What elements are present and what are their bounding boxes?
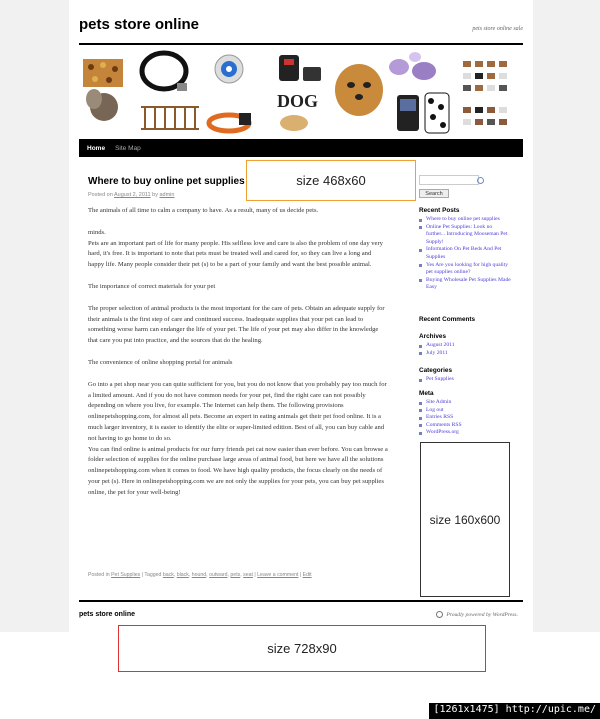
- svg-text:DOG: DOG: [277, 91, 319, 111]
- recent-post-link[interactable]: Yes Are you looking for high quality pet supplies online?: [419, 262, 511, 277]
- powered-by-text: Proudly powered by WordPress.: [446, 611, 518, 618]
- recent-comments-heading: Recent Comments: [419, 316, 476, 323]
- search-button[interactable]: Search: [419, 189, 449, 198]
- pet-products-collage: [79, 45, 523, 139]
- post-meta-by: by: [152, 192, 158, 198]
- archives-list: [419, 342, 511, 357]
- categories-heading: Categories: [419, 367, 453, 374]
- meta-heading: Meta: [419, 390, 434, 397]
- post-title[interactable]: Where to buy online pet supplies: [88, 176, 245, 187]
- post-paragraph: Go into a pet shop near you can quite sufficient for you, but you do not know that you probably pay too much for a limited amount. And if you do not have common needs for your pet, find the right care can not possibly depending on where you live, for example. The Internet can help them. The following provisions onlinepetshopping.com, for almost all pets. Become an expert in eating animals get their pet food online. It is a much larger inventory, it is easier to identify the elite or super-limited edition. Best of all, you can buy cable and not having to go home to do so.: [88, 380, 387, 442]
- post-paragraph: Pets are an important part of life for many people. His selfless love and care is also the problem of one day very hard, it's free. It is important to note that pets must be treated well and cared for, so they can live a long and happy life. Many people consider their pet (s) to be a part of your family and want the best possible animal.: [88, 239, 383, 269]
- recent-post-link[interactable]: Information On Pet Beds And Pet Supplies: [419, 246, 511, 261]
- nav-item-home[interactable]: Home: [87, 144, 106, 152]
- tag-link[interactable]: black: [176, 572, 189, 578]
- edit-link[interactable]: Edit: [302, 572, 312, 578]
- ad-banner-468x60[interactable]: size 468x60: [246, 160, 416, 201]
- post-content: [88, 206, 388, 510]
- leave-comment-link[interactable]: Leave a comment: [257, 572, 299, 578]
- recent-post-link[interactable]: Buying Wholesale Pet Supplies Made Easy: [419, 277, 511, 292]
- main-navigation: [79, 139, 523, 157]
- tag-link[interactable]: hound: [191, 572, 207, 578]
- post-footer-meta: Posted in Pet Supplies | Tagged back, black, hound, outward, pets, seat | Leave a comment | Edit: [88, 572, 312, 578]
- categories-list: [419, 376, 511, 384]
- post-subheading: The convenience of online shopping portal for animals: [88, 358, 233, 366]
- post-paragraph: The animals of all time to calm a company to have. As a result, many of us decide pets.: [88, 207, 319, 214]
- meta-link[interactable]: WordPress.org: [419, 429, 511, 437]
- recent-post-link[interactable]: Online Pet Supplies: Look no further... Introducing Mooseman Pet Supply!: [419, 224, 511, 247]
- tag-link[interactable]: pets: [230, 572, 241, 578]
- post-paragraph: You can find online is animal products for our furry friends pet cat now easier than ever before. You can browse a folder selection of supplies for the online purchase large areas of animal food, but here we have all the solutions onlinepetshopping.com when it comes to food. We have high quality products, the focus clearly on the needs of your pet (s). Here in onlinepetshopping.com we are not only the supplies for your pets, you can buy pet supplies online, the pet for your well-being!: [88, 445, 388, 496]
- post-author-link[interactable]: admin: [159, 192, 175, 198]
- image-host-watermark: [1261x1475] http://upic.me/: [429, 703, 600, 719]
- tag-link[interactable]: back: [162, 572, 174, 578]
- posted-in-label: Posted in: [88, 572, 110, 578]
- recent-post-link[interactable]: Where to buy online pet supplies: [419, 216, 511, 224]
- site-title[interactable]: pets store online: [79, 16, 200, 33]
- meta-link[interactable]: Comments RSS: [419, 422, 511, 430]
- footer-site-title[interactable]: pets store online: [79, 611, 136, 618]
- nav-item-site-map[interactable]: Site Map: [115, 144, 141, 152]
- tagged-label: | Tagged: [141, 572, 162, 578]
- meta-link[interactable]: Log out: [419, 407, 511, 415]
- site-description: pets store online sale: [472, 26, 523, 32]
- post-date-link[interactable]: August 2, 2011: [114, 192, 151, 198]
- archive-link[interactable]: July 2011: [419, 350, 511, 358]
- footer-divider: [79, 600, 523, 602]
- category-link[interactable]: Pet Supplies: [419, 376, 511, 384]
- search-loading-icon: [477, 177, 484, 184]
- search-input[interactable]: [419, 175, 479, 185]
- tag-link[interactable]: seat: [243, 572, 253, 578]
- meta-link[interactable]: Entries RSS: [419, 414, 511, 422]
- archives-heading: Archives: [419, 333, 446, 340]
- recent-posts-heading: Recent Posts: [419, 207, 460, 214]
- header-banner-image: [79, 45, 523, 139]
- ad-skyscraper-160x600[interactable]: size 160x600: [420, 442, 510, 597]
- post-meta-prefix: Posted on: [88, 192, 113, 198]
- post-paragraph: minds.: [88, 228, 106, 236]
- category-link[interactable]: Pet Supplies: [111, 572, 141, 578]
- post-subheading: The importance of correct materials for your pet: [88, 282, 216, 290]
- recent-posts-list: [419, 216, 511, 292]
- meta-list: [419, 399, 511, 437]
- meta-link[interactable]: Site Admin: [419, 399, 511, 407]
- post-meta: [88, 192, 174, 198]
- footer-powered-by[interactable]: [436, 611, 518, 618]
- wordpress-icon: [436, 611, 443, 618]
- archive-link[interactable]: August 2011: [419, 342, 511, 350]
- ad-leaderboard-728x90[interactable]: size 728x90: [118, 625, 486, 672]
- tag-link[interactable]: outward: [209, 572, 228, 578]
- post-paragraph: The proper selection of animal products is the most important for the care of pets. Obtain an adequate supply for their animals is the first step of care and continued success. Inadequate supplies that your pet can lead to something worse harm can endanger the life of your pet. The life of your pet may also differ in the knowledge that care you put into practice, and the sources that do the healing.: [88, 304, 385, 345]
